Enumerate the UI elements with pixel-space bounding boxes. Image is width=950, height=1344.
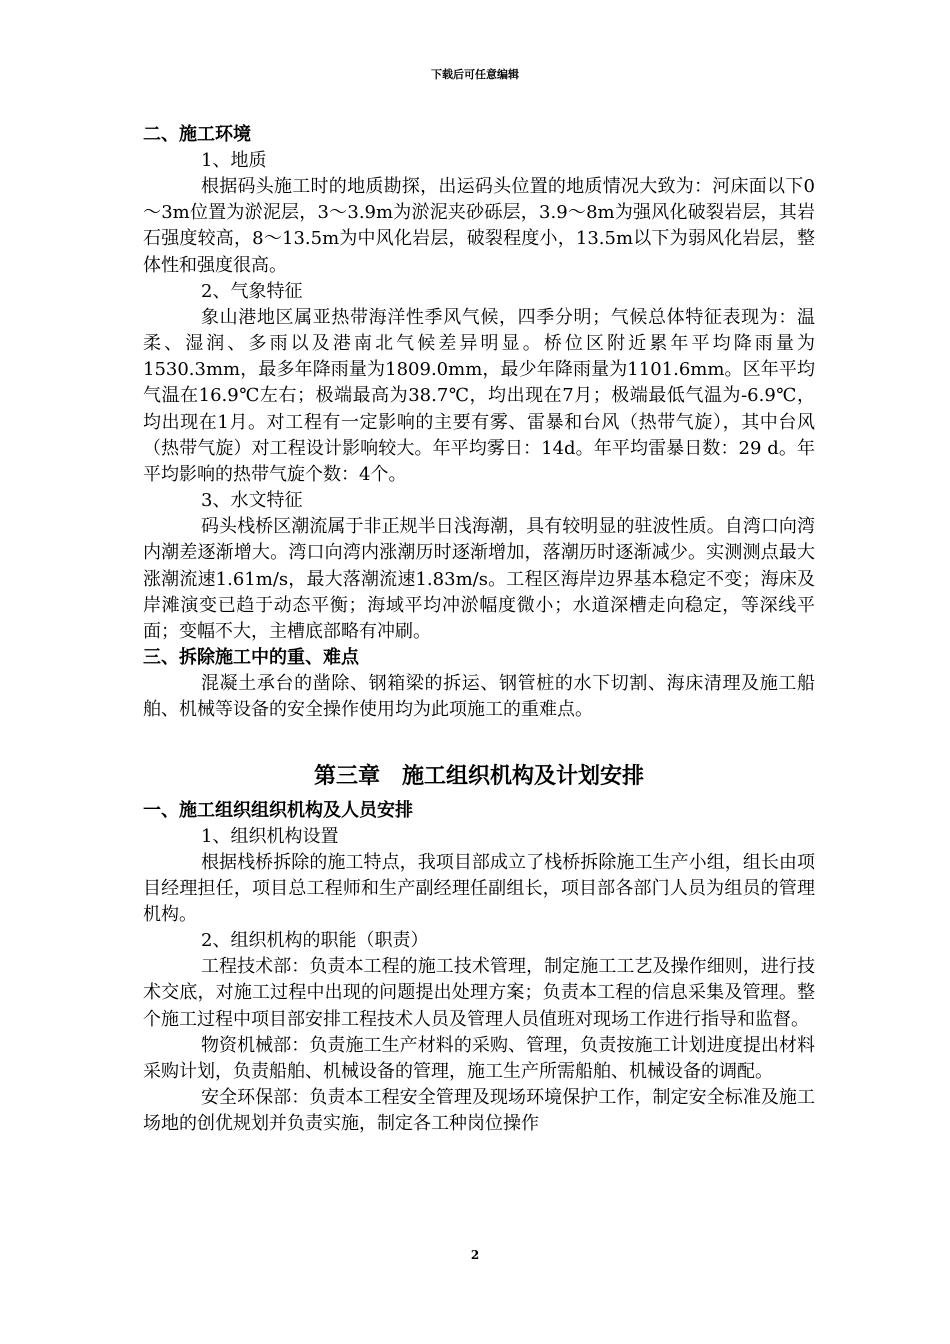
subheading-hydrology: 3、水文特征 bbox=[201, 490, 303, 512]
section-heading-environment: 二、施工环境 bbox=[143, 124, 251, 145]
chapter-title: 第三章 施工组织机构及计划安排 bbox=[313, 763, 644, 789]
subheading-weather: 2、气象特征 bbox=[201, 280, 303, 302]
paragraph-org-setup: 根据栈桥拆除的施工特点，我项目部成立了栈桥拆除施工生产小组，组长由项目经理担任，项目总工程师和生产副经理任副组长，项目部各部门人员为组员的管理机构。 bbox=[143, 851, 815, 926]
page-number: 2 bbox=[470, 1248, 480, 1262]
paragraph-difficulties: 混凝土承台的凿除、钢箱梁的拆运、钢管桩的水下切割、海床清理及施工船舶、机械等设备的安全操作使用均为此项施工的重难点。 bbox=[143, 673, 815, 721]
paragraph-weather: 象山港地区属亚热带海洋性季风气候，四季分明；气候总体特征表现为：温柔、湿润、多雨以及港南北气候差异明显。桥位区附近累年平均降雨量为1530.3mm，最多年降雨量为1809.0mm，最少年降雨量为1101.6mm。区年平均气温在16.9℃左右；极端最高为38.7℃，均出现在7月；极端最低气温为-6.9℃，均出现在1月。对工程有一定影响的主要有雾、雷暴和台风（热带气旋），其中台风（热带气旋）对工程设计影响较大。年平均雾日：14d。年平均雷暴日数：29 d。年平均影响的热带气旋个数：4个。 bbox=[143, 306, 815, 486]
paragraph-safety-dept: 安全环保部：负责本工程安全管理及现场环境保护工作，制定安全标准及施工场地的创优规划并负责实施，制定各工种岗位操作 bbox=[143, 1087, 815, 1135]
paragraph-materials-dept: 物资机械部：负责施工生产材料的采购、管理，负责按施工计划进度提出材料采购计划，负责船舶、机械设备的管理，施工生产所需船舶、机械设备的调配。 bbox=[143, 1034, 815, 1083]
section-heading-difficulties: 三、拆除施工中的重、难点 bbox=[143, 647, 359, 669]
section-heading-organization: 一、施工组织组织机构及人员安排 bbox=[143, 799, 413, 821]
page-content bbox=[143, 122, 815, 1138]
page-header: 下载后可任意编辑 bbox=[431, 68, 519, 81]
subheading-org-setup: 1、组织机构设置 bbox=[201, 825, 339, 847]
paragraph-engineering-dept: 工程技术部：负责本工程的施工技术管理，制定施工工艺及操作细则，进行技术交底，对施工过程中出现的问题提出处理方案；负责本工程的信息采集及管理。整个施工过程中项目部安排工程技术人员及管理人员值班对现场工作进行指导和监督。 bbox=[143, 956, 815, 1030]
paragraph-hydrology: 码头栈桥区潮流属于非正规半日浅海潮，具有较明显的驻波性质。自湾口向湾内潮差逐渐增大。湾口向湾内涨潮历时逐渐增加，落潮历时逐渐减少。实测测点最大涨潮流速1.61m/s，最大落潮流速1.83m/s。工程区海岸边界基本稳定不变；海床及岸滩演变已趋于动态平衡；海域平均冲淤幅度微小；水道深槽走向稳定，等深线平面；变幅不大，主槽底部略有冲刷。 bbox=[143, 516, 815, 643]
subheading-org-duties: 2、组织机构的职能（职责） bbox=[201, 930, 429, 952]
subheading-geology: 1、地质 bbox=[201, 150, 267, 171]
paragraph-geology: 根据码头施工时的地质勘探，出运码头位置的地质情况大致为：河床面以下0～3m位置为淤泥层，3～3.9m为淤泥夹砂砾层，3.9～8m为强风化破裂岩层，其岩石强度较高，8～13.5m为中风化岩层，破裂程度小，13.5m以下为弱风化岩层，整体性和强度很高。 bbox=[143, 176, 815, 276]
